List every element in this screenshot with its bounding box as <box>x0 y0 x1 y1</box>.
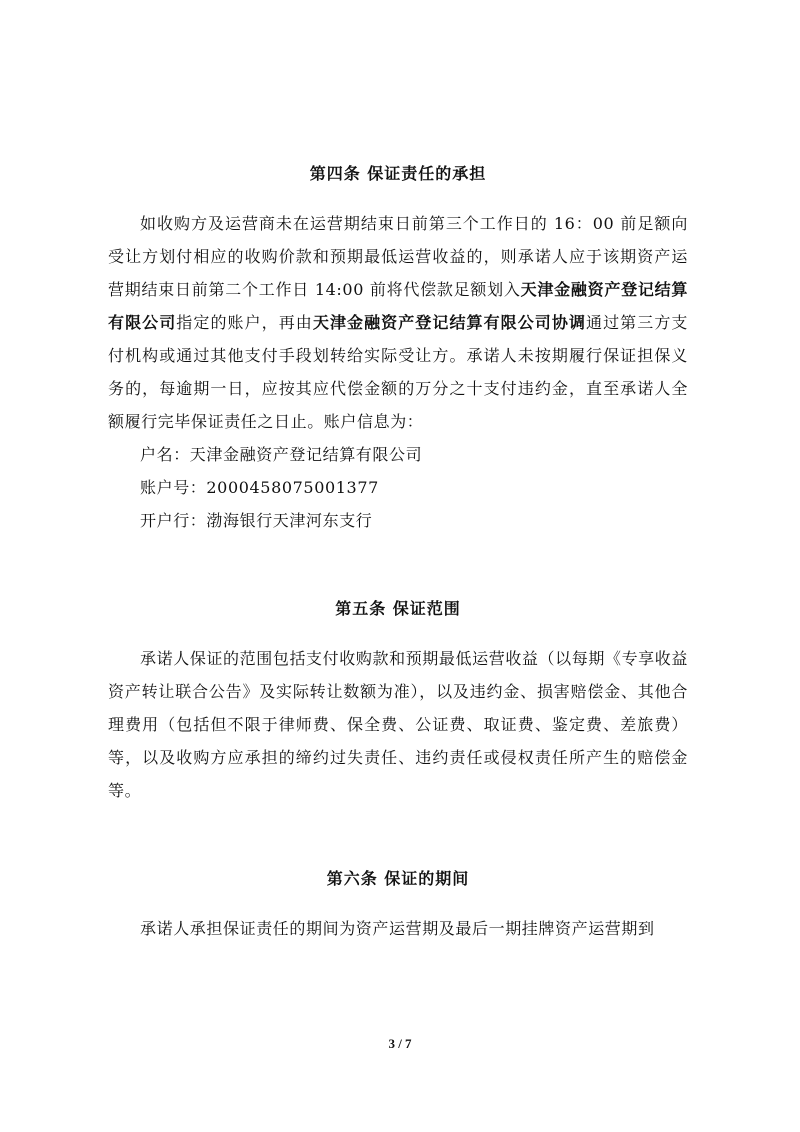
document-body <box>108 160 688 945</box>
article-4-text-e: 通过第三方支付机构或通过其他支付手段划转给实际受让方。承诺人未按期履行保证担保义务的，每逾期一日，应按其应代偿金额的万分之十支付违约金，直至承诺人全额履行完毕保证责任之日止。账户信息为： <box>108 313 688 431</box>
article-4-heading: 第四条 保证责任的承担 <box>309 164 487 183</box>
article-4-bold-company-coordinate: 天津金融资产登记结算有限公司协调 <box>312 313 587 332</box>
article-4-text-a: 如收购方及运营商未在运营期结束日前第三个工作日的 16：00 前足额向受让方划付相应的收购价款和预期最低运营收益的，则承诺人应于该期资产运营期结束日前第二个工作日 14:00 前将代偿款足额划入 <box>108 214 688 299</box>
account-name-line: 户名：天津金融资产登记结算有限公司 <box>140 445 423 464</box>
article-6-heading: 第六条 保证的期间 <box>326 869 470 888</box>
account-number-line: 账户号：2000458075001377 <box>140 478 379 497</box>
article-5-heading: 第五条 保证范围 <box>335 599 461 618</box>
account-bank-line: 开户行：渤海银行天津河东支行 <box>140 511 373 530</box>
article-4-text-c: 指定的账户，再由 <box>176 313 313 332</box>
article-6-paragraph: 承诺人承担保证责任的期间为资产运营期及最后一期挂牌资产运营期到 <box>140 919 655 938</box>
article-5-paragraph: 承诺人保证的范围包括支付收购款和预期最低运营收益（以每期《专享收益资产转让联合公告》及实际转让数额为准），以及违约金、损害赔偿金、其他合理费用（包括但不限于律师费、保全费、公证费、取证费、鉴定费、差旅费）等，以及收购方应承担的缔约过失责任、违约责任或侵权责任所产生的赔偿金等。 <box>108 649 688 800</box>
article-4-bold-company: 天津金融资产登记结算有限公司 <box>108 280 688 332</box>
article-4-paragraph <box>108 207 688 438</box>
page-number: 3 / 7 <box>388 1036 412 1051</box>
